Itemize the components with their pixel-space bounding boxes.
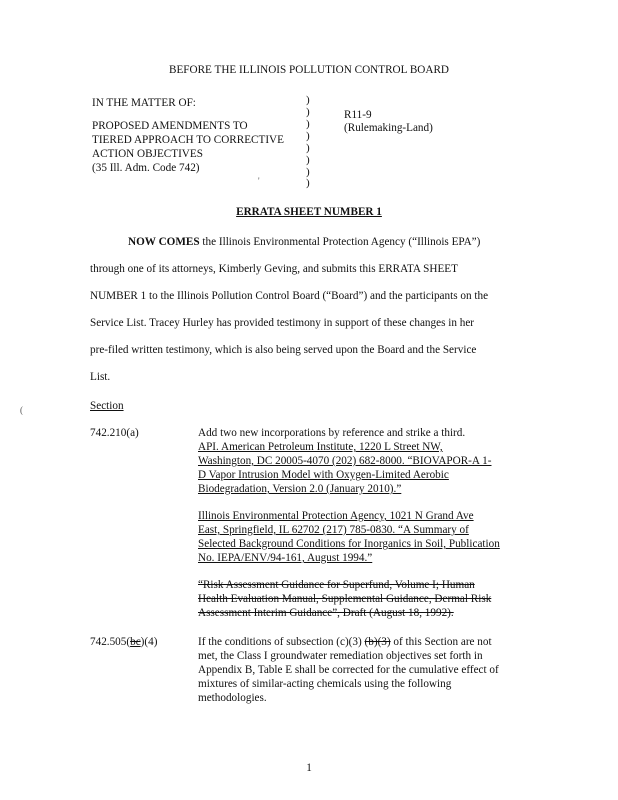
scan-mark: ( (20, 405, 23, 415)
entry-text-line: methodologies. (198, 692, 267, 704)
intro-line: the Illinois Environmental Protection Agency (“Illinois EPA”) (202, 236, 481, 248)
page-number: 1 (306, 762, 312, 774)
intro-line: NUMBER 1 to the Illinois Pollution Control Board (“Board”) and the participants on the (90, 290, 489, 302)
entry-text-line: If the conditions of subsection (c)(3) (b)(3) of this Section are not (198, 636, 492, 648)
intro-line: List. (90, 371, 111, 383)
struck-reference: (b)(3) (364, 636, 391, 648)
scan-mark: ' (258, 176, 260, 186)
caption-line: TIERED APPROACH TO CORRECTIVE (92, 134, 284, 146)
intro-line: Service List. Tracey Hurley has provided testimony in support of these changes in her (90, 317, 475, 329)
caption-line: IN THE MATTER OF: (92, 97, 196, 109)
caption-line: ACTION OBJECTIVES (92, 148, 203, 160)
docket-type: (Rulemaking-Land) (344, 122, 433, 134)
intro-line: pre-filed written testimony, which is also being served upon the Board and the Service (90, 344, 477, 356)
entry-instruction: Add two new incorporations by reference and strike a third. (198, 427, 466, 439)
document-title: ERRATA SHEET NUMBER 1 (236, 206, 382, 218)
caption-line: (35 Ill. Adm. Code 742) (92, 162, 200, 174)
intro-lead: NOW COMES (128, 236, 200, 248)
section-number: 742.505(bc)(4) (90, 636, 158, 648)
entry-text-line: Appendix B, Table E shall be corrected for the cumulative effect of (198, 664, 499, 676)
entry-text-line: mixtures of similar-acting chemicals using the following (198, 678, 452, 690)
section-header: Section (90, 400, 124, 412)
board-title: BEFORE THE ILLINOIS POLLUTION CONTROL BOARD (169, 64, 449, 76)
intro-line: through one of its attorneys, Kimberly Geving, and submits this ERRATA SHEET (90, 263, 458, 275)
docket-number: R11-9 (344, 109, 372, 121)
section-number: 742.210(a) (90, 427, 139, 439)
caption-line: PROPOSED AMENDMENTS TO (92, 120, 248, 132)
entry-text-line: met, the Class I groundwater remediation objectives set forth in (198, 650, 483, 662)
